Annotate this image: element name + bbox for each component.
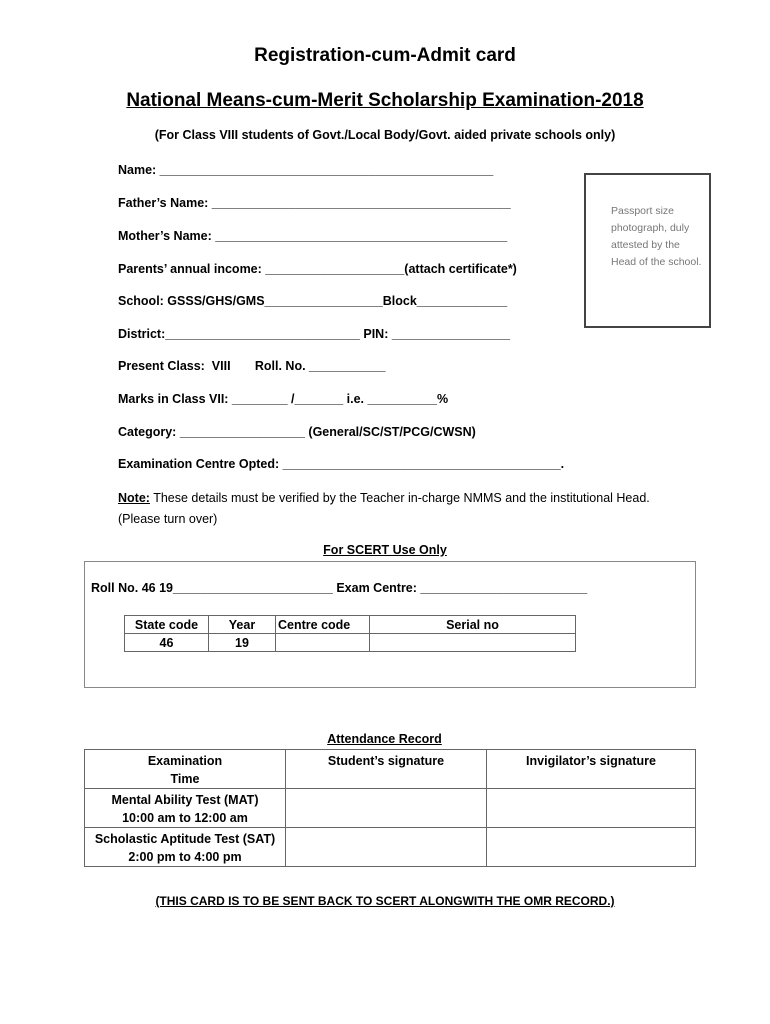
attendance-table — [84, 749, 696, 867]
centre-code-value[interactable] — [276, 634, 370, 652]
eligibility-subtitle: (For Class VIII students of Govt./Local Body/Govt. aided private schools only) — [154, 128, 616, 142]
table-row — [125, 634, 576, 652]
mat-student-signature[interactable] — [286, 789, 487, 828]
sat-time: 2:00 pm to 4:00 pm — [128, 850, 242, 864]
mat-session — [85, 789, 286, 828]
invigilator-signature-header: Invigilator’s signature — [487, 750, 696, 789]
scert-roll-line: Roll No. 46 19_______________________ Exam Centre: ________________________ — [91, 581, 588, 595]
school-field[interactable]: School: GSSS/GHS/GMS_________________Block_____________ — [118, 294, 508, 308]
mat-time: 10:00 am to 12:00 am — [122, 811, 248, 825]
attendance-record-title: Attendance Record — [327, 732, 442, 746]
state-code-header: State code — [125, 616, 209, 634]
mat-invigilator-signature[interactable] — [487, 789, 696, 828]
serial-no-value[interactable] — [370, 634, 576, 652]
mat-label: Mental Ability Test (MAT) — [111, 793, 259, 807]
present-class-field[interactable]: Present Class: VIII Roll. No. ___________ — [118, 359, 386, 373]
sat-session — [85, 828, 286, 867]
sat-invigilator-signature[interactable] — [487, 828, 696, 867]
serial-no-header: Serial no — [370, 616, 576, 634]
passport-photo-box — [584, 173, 711, 328]
exam-time-header — [85, 750, 286, 789]
sat-student-signature[interactable] — [286, 828, 487, 867]
state-code-value: 46 — [125, 634, 209, 652]
marks-field[interactable]: Marks in Class VII: ________ /_______ i.e. __________% — [118, 392, 449, 406]
name-field[interactable]: Name: ________________________________________________ — [118, 163, 494, 177]
exam-centre-field[interactable]: Examination Centre Opted: ________________________________________. — [118, 457, 565, 471]
scert-heading: For SCERT Use Only — [323, 543, 447, 557]
table-row — [85, 789, 696, 828]
exam-title: National Means-cum-Merit Scholarship Examination-2018 — [126, 90, 644, 111]
centre-code-header: Centre code — [276, 616, 370, 634]
footer-instruction: (THIS CARD IS TO BE SENT BACK TO SCERT ALONGWITH THE OMR RECORD.) — [155, 894, 615, 908]
page-title: Registration-cum-Admit card — [254, 45, 516, 66]
code-table — [124, 615, 576, 652]
exam-time-header-line2: Time — [170, 772, 200, 786]
verification-note — [118, 488, 658, 530]
district-field[interactable]: District:____________________________ PIN: _________________ — [118, 327, 511, 341]
photo-instruction: Passport size photograph, duly attested by the Head of the school. — [611, 205, 702, 268]
category-field[interactable]: Category: __________________ (General/SC/ST/PCG/CWSN) — [118, 425, 476, 439]
exam-time-header-line1: Examination — [147, 754, 223, 768]
table-row — [125, 616, 576, 634]
father-name-field[interactable]: Father’s Name: ___________________________________________ — [118, 196, 511, 210]
sat-label: Scholastic Aptitude Test (SAT) — [94, 832, 276, 846]
note-label: Note: — [118, 491, 150, 505]
parents-income-field[interactable]: Parents’ annual income: ____________________(attach certificate*) — [118, 262, 517, 276]
table-row — [85, 750, 696, 789]
year-header: Year — [209, 616, 276, 634]
table-row — [85, 828, 696, 867]
note-text: These details must be verified by the Teacher in-charge NMMS and the institutional Head. (Please turn over) — [118, 491, 650, 526]
student-signature-header: Student’s signature — [286, 750, 487, 789]
year-value: 19 — [209, 634, 276, 652]
mother-name-field[interactable]: Mother’s Name: __________________________________________ — [118, 229, 508, 243]
